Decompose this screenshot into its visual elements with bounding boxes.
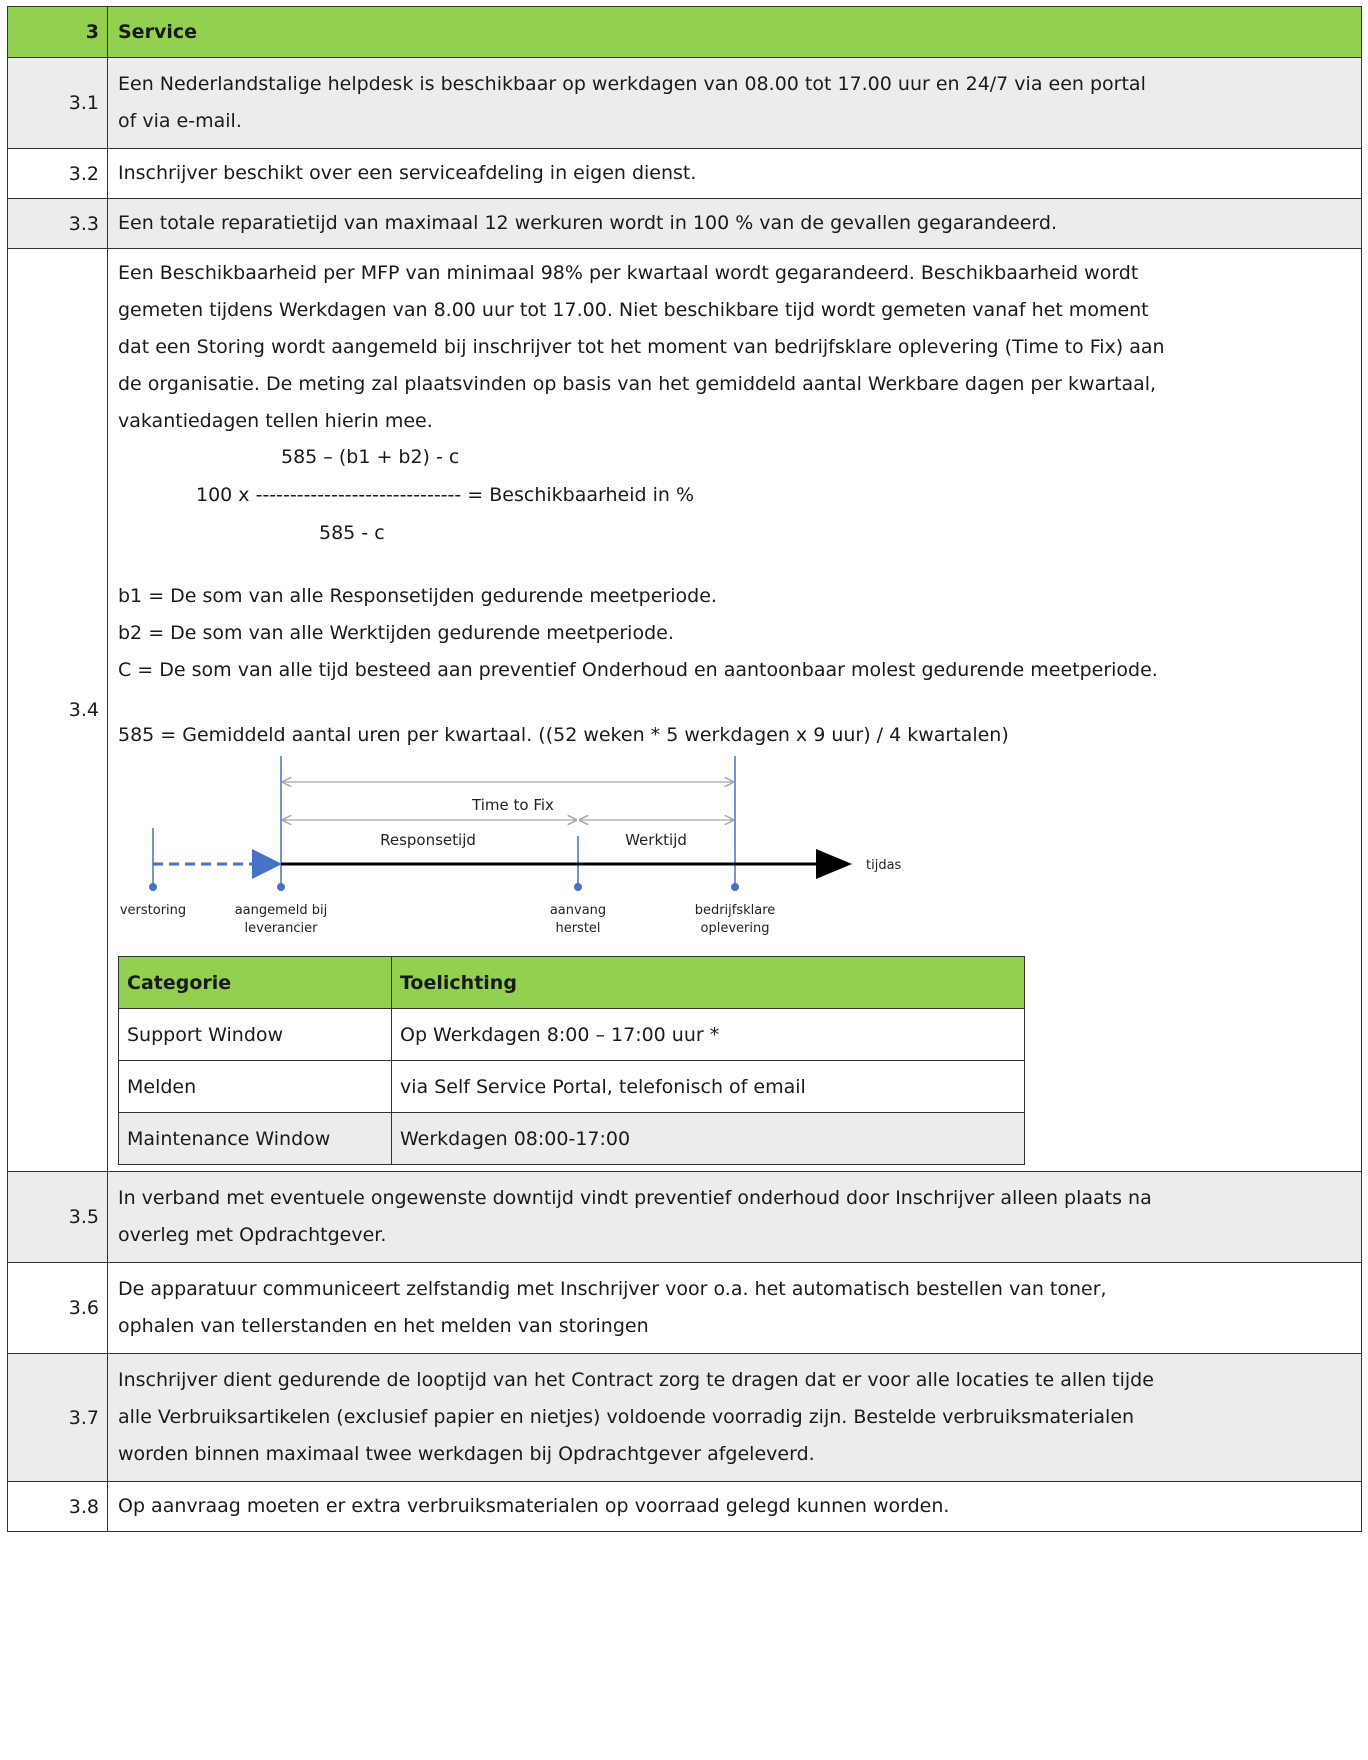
formula-numerator: 585 – (b1 + b2) - c: [281, 446, 460, 468]
service-requirements-table: [7, 6, 1362, 1532]
requirement-text: [108, 58, 1362, 149]
text-line: Op aanvraag moeten er extra verbruiksmaterialen op voorraad gelegd kunnen worden.: [118, 1495, 950, 1517]
category-cell: Melden: [119, 1061, 392, 1113]
text-line: gemeten tijdens Werkdagen van 8.00 uur tot 17.00. Niet beschikbare tijd wordt gemeten vanaf het moment: [118, 299, 1149, 321]
requirement-text: [108, 1354, 1362, 1482]
text-line: Inschrijver beschikt over een serviceafdeling in eigen dienst.: [118, 162, 697, 184]
requirement-row-3-3: [8, 199, 1362, 249]
definition-b1: b1 = De som van alle Responsetijden gedurende meetperiode.: [118, 585, 717, 607]
text-line: de organisatie. De meting zal plaatsvinden op basis van het gemiddeld aantal Werkbare dagen per kwartaal,: [118, 373, 1157, 395]
explanation-cell: via Self Service Portal, telefonisch of email: [392, 1061, 1025, 1113]
requirement-number: 3.3: [8, 199, 108, 249]
category-row-melden: [119, 1061, 1025, 1113]
requirement-text: [108, 1263, 1362, 1354]
definition-585: 585 = Gemiddeld aantal uren per kwartaal. ((52 weken * 5 werkdagen x 9 uur) / 4 kwartalen): [118, 724, 1009, 746]
text-line: overleg met Opdrachtgever.: [118, 1224, 387, 1246]
tijdas-label: tijdas: [866, 858, 902, 873]
requirement-number: 3.6: [8, 1263, 108, 1354]
dot-aangemeld: [277, 883, 285, 891]
requirement-text: [108, 149, 1362, 199]
requirement-text: [108, 199, 1362, 249]
requirement-number: 3.5: [8, 1172, 108, 1263]
text-line: Inschrijver dient gedurende de looptijd van het Contract zorg te dragen dat er voor alle locaties te allen tijde: [118, 1369, 1154, 1391]
section-number: 3: [8, 7, 108, 58]
requirement-row-3-5: [8, 1172, 1362, 1263]
text-line: ophalen van tellerstanden en het melden van storingen: [118, 1315, 649, 1337]
formula-definitions: [118, 578, 1351, 754]
dot-verstoring: [149, 883, 157, 891]
text-line: De apparatuur communiceert zelfstandig met Inschrijver voor o.a. het automatisch bestellen van toner,: [118, 1278, 1107, 1300]
text-line: Een totale reparatietijd van maximaal 12 werkuren wordt in 100 % van de gevallen gegarandeerd.: [118, 212, 1057, 234]
requirement-number: 3.2: [8, 149, 108, 199]
category-cell: Support Window: [119, 1009, 392, 1061]
werktijd-label: Werktijd: [625, 831, 687, 849]
bedrijfsklare-label-1: bedrijfsklare: [694, 903, 776, 918]
definition-c: C = De som van alle tijd besteed aan preventief Onderhoud en aantoonbaar molest gedurende meetperiode.: [118, 659, 1158, 681]
requirement-row-3-7: [8, 1354, 1362, 1482]
time-to-fix-diagram: [118, 756, 938, 908]
category-row-maintenance-window: [119, 1113, 1025, 1165]
header-toelichting: Toelichting: [392, 957, 1025, 1009]
requirement-number: 3.8: [8, 1482, 108, 1532]
text-line: Een Nederlandstalige helpdesk is beschikbaar op werkdagen van 08.00 tot 17.00 uur en 24/7 via een portal: [118, 73, 1146, 95]
text-line: alle Verbruiksartikelen (exclusief papier en nietjes) voldoende voorradig zijn. Bestelde verbruiksmaterialen: [118, 1406, 1135, 1428]
section-title: Service: [108, 7, 1362, 58]
requirement-number: 3.4: [8, 249, 108, 1172]
text-line: of via e-mail.: [118, 110, 242, 132]
requirement-row-3-2: [8, 149, 1362, 199]
aanvang-label-2: herstel: [555, 921, 601, 936]
aangemeld-label-1: aangemeld bij: [234, 903, 328, 918]
requirement-row-3-6: [8, 1263, 1362, 1354]
header-categorie: Categorie: [119, 957, 392, 1009]
support-categories-table: [118, 956, 1025, 1165]
category-cell: Maintenance Window: [119, 1113, 392, 1165]
time-to-fix-diagram-labels: [118, 902, 938, 942]
text-line: Een Beschikbaarheid per MFP van minimaal 98% per kwartaal wordt gegarandeerd. Beschikbaarheid wordt: [118, 262, 1139, 284]
requirement-row-3-4: [8, 249, 1362, 1172]
responsetijd-label: Responsetijd: [380, 831, 476, 849]
availability-formula: [118, 442, 1351, 550]
requirement-text: [108, 1172, 1362, 1263]
requirement-text: [108, 1482, 1362, 1532]
text-line: worden binnen maximaal twee werkdagen bij Opdrachtgever afgeleverd.: [118, 1443, 815, 1465]
aanvang-label-1: aanvang: [549, 903, 607, 918]
text-line: dat een Storing wordt aangemeld bij inschrijver tot het moment van bedrijfsklare oplevering (Time to Fix) aan: [118, 336, 1165, 358]
text-line: vakantiedagen tellen hierin mee.: [118, 410, 433, 432]
time-to-fix-label: Time to Fix: [472, 796, 554, 814]
explanation-cell: Werkdagen 08:00-17:00: [392, 1113, 1025, 1165]
requirement-row-3-8: [8, 1482, 1362, 1532]
requirement-text: [108, 249, 1362, 1172]
requirement-row-3-1: [8, 58, 1362, 149]
verstoring-label: verstoring: [119, 903, 187, 918]
definition-b2: b2 = De som van alle Werktijden gedurende meetperiode.: [118, 622, 674, 644]
explanation-cell: Op Werkdagen 8:00 – 17:00 uur *: [392, 1009, 1025, 1061]
category-row-support-window: [119, 1009, 1025, 1061]
formula-line: 100 x ------------------------------ = Beschikbaarheid in %: [196, 484, 695, 506]
formula-denominator: 585 - c: [319, 522, 385, 544]
section-header-row: [8, 7, 1362, 58]
aangemeld-label-2: leverancier: [244, 921, 318, 936]
dot-aanvang: [574, 883, 582, 891]
bedrijfsklare-label-2: oplevering: [700, 921, 770, 936]
requirement-number: 3.1: [8, 58, 108, 149]
text-line: In verband met eventuele ongewenste downtijd vindt preventief onderhoud door Inschrijver alleen plaats na: [118, 1187, 1152, 1209]
dot-bedrijfsklare: [731, 883, 739, 891]
category-header-row: [119, 957, 1025, 1009]
requirement-number: 3.7: [8, 1354, 108, 1482]
